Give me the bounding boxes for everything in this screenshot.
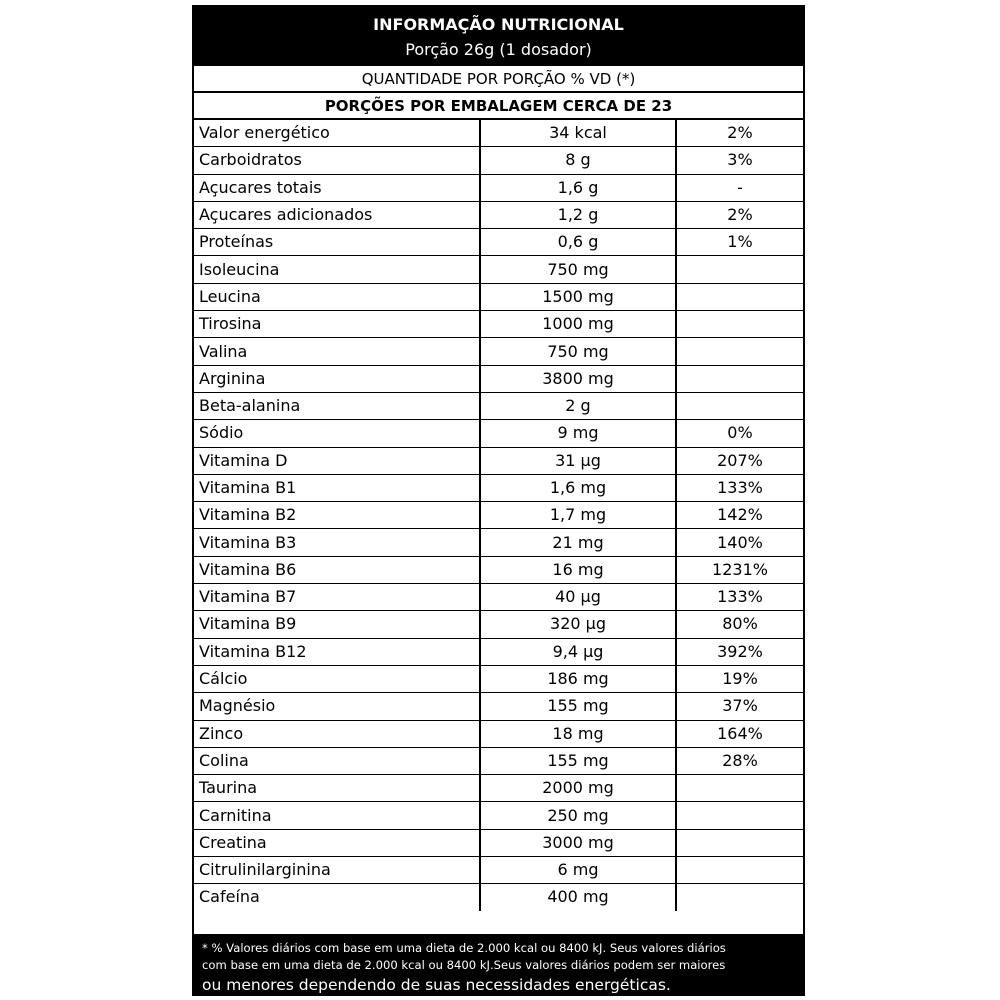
nutrient-daily-value: 2% xyxy=(676,120,803,147)
nutrient-row xyxy=(194,665,803,692)
nutrient-row xyxy=(194,447,803,474)
nutrient-daily-value: 133% xyxy=(676,584,803,611)
nutrient-name: Açucares totais xyxy=(194,174,480,201)
nutrient-table xyxy=(194,120,803,911)
nutrient-name: Proteínas xyxy=(194,229,480,256)
nutrient-name: Vitamina B1 xyxy=(194,474,480,501)
nutrient-row xyxy=(194,829,803,856)
footnote xyxy=(194,934,803,994)
nutrient-name: Carboidratos xyxy=(194,147,480,174)
nutrient-name: Valor energético xyxy=(194,120,480,147)
nutrient-row xyxy=(194,611,803,638)
nutrient-row xyxy=(194,392,803,419)
nutrient-daily-value xyxy=(676,256,803,283)
nutrient-name: Vitamina B7 xyxy=(194,584,480,611)
nutrient-amount: 2 g xyxy=(480,392,676,419)
nutrition-facts-label xyxy=(192,5,805,996)
nutrient-daily-value: 2% xyxy=(676,201,803,228)
nutrient-row xyxy=(194,311,803,338)
nutrient-name: Vitamina B3 xyxy=(194,529,480,556)
nutrient-daily-value: 142% xyxy=(676,502,803,529)
nutrient-daily-value: 140% xyxy=(676,529,803,556)
quantity-header: QUANTIDADE POR PORÇÃO % VD (*) xyxy=(194,66,803,93)
nutrient-name: Citrulinilarginina xyxy=(194,857,480,884)
nutrient-row xyxy=(194,474,803,501)
nutrient-name: Cálcio xyxy=(194,665,480,692)
nutrient-daily-value xyxy=(676,338,803,365)
nutrient-amount: 9 mg xyxy=(480,420,676,447)
nutrient-name: Vitamina B9 xyxy=(194,611,480,638)
nutrient-daily-value xyxy=(676,802,803,829)
nutrient-daily-value xyxy=(676,392,803,419)
nutrient-name: Isoleucina xyxy=(194,256,480,283)
footnote-line-3: ou menores dependendo de suas necessidades energéticas. xyxy=(202,976,671,994)
nutrient-amount: 750 mg xyxy=(480,338,676,365)
nutrient-amount: 40 µg xyxy=(480,584,676,611)
footnote-line-1: * % Valores diários com base em uma dieta de 2.000 kcal ou 8400 kJ. Seus valores diários xyxy=(202,941,726,955)
nutrient-daily-value: 37% xyxy=(676,693,803,720)
nutrient-amount: 34 kcal xyxy=(480,120,676,147)
nutrient-amount: 21 mg xyxy=(480,529,676,556)
footnote-line-2: com base em uma dieta de 2.000 kcal ou 8400 kJ.Seus valores diários podem ser maiores xyxy=(202,958,726,972)
nutrient-daily-value: 19% xyxy=(676,665,803,692)
nutrient-name: Vitamina D xyxy=(194,447,480,474)
nutrient-name: Colina xyxy=(194,747,480,774)
nutrient-amount: 9,4 µg xyxy=(480,638,676,665)
nutrient-amount: 18 mg xyxy=(480,720,676,747)
nutrient-amount: 31 µg xyxy=(480,447,676,474)
nutrient-daily-value: 207% xyxy=(676,447,803,474)
nutrient-name: Beta-alanina xyxy=(194,392,480,419)
nutrient-daily-value: 80% xyxy=(676,611,803,638)
nutrient-daily-value: 3% xyxy=(676,147,803,174)
nutrient-amount: 400 mg xyxy=(480,884,676,911)
nutrient-row xyxy=(194,147,803,174)
nutrient-daily-value: 0% xyxy=(676,420,803,447)
nutrient-daily-value xyxy=(676,365,803,392)
servings-per-package: PORÇÕES POR EMBALAGEM CERCA DE 23 xyxy=(194,93,803,120)
nutrient-daily-value: 164% xyxy=(676,720,803,747)
nutrient-amount: 8 g xyxy=(480,147,676,174)
nutrient-amount: 0,6 g xyxy=(480,229,676,256)
nutrient-daily-value: 392% xyxy=(676,638,803,665)
label-title: INFORMAÇÃO NUTRICIONAL xyxy=(373,15,624,34)
nutrient-amount: 750 mg xyxy=(480,256,676,283)
nutrient-daily-value xyxy=(676,857,803,884)
nutrient-row xyxy=(194,584,803,611)
nutrient-name: Vitamina B6 xyxy=(194,556,480,583)
nutrient-amount: 250 mg xyxy=(480,802,676,829)
nutrient-name: Magnésio xyxy=(194,693,480,720)
nutrient-row xyxy=(194,283,803,310)
nutrient-name: Carnitina xyxy=(194,802,480,829)
nutrient-amount: 3000 mg xyxy=(480,829,676,856)
nutrient-row xyxy=(194,802,803,829)
nutrient-daily-value xyxy=(676,283,803,310)
nutrient-name: Leucina xyxy=(194,283,480,310)
nutrient-row xyxy=(194,720,803,747)
nutrient-name: Açucares adicionados xyxy=(194,201,480,228)
nutrient-amount: 1,7 mg xyxy=(480,502,676,529)
nutrient-row xyxy=(194,775,803,802)
nutrient-amount: 1,6 g xyxy=(480,174,676,201)
nutrient-row xyxy=(194,529,803,556)
nutrient-daily-value: - xyxy=(676,174,803,201)
nutrient-amount: 6 mg xyxy=(480,857,676,884)
nutrient-name: Vitamina B12 xyxy=(194,638,480,665)
nutrient-daily-value: 1% xyxy=(676,229,803,256)
nutrient-row xyxy=(194,857,803,884)
nutrient-name: Taurina xyxy=(194,775,480,802)
nutrient-name: Zinco xyxy=(194,720,480,747)
nutrient-name: Cafeína xyxy=(194,884,480,911)
nutrient-amount: 2000 mg xyxy=(480,775,676,802)
nutrient-row xyxy=(194,884,803,911)
nutrient-daily-value xyxy=(676,775,803,802)
nutrient-name: Sódio xyxy=(194,420,480,447)
nutrient-amount: 186 mg xyxy=(480,665,676,692)
nutrient-amount: 3800 mg xyxy=(480,365,676,392)
nutrient-row xyxy=(194,201,803,228)
nutrient-daily-value xyxy=(676,311,803,338)
nutrient-amount: 155 mg xyxy=(480,747,676,774)
nutrient-daily-value: 133% xyxy=(676,474,803,501)
nutrient-daily-value: 1231% xyxy=(676,556,803,583)
nutrient-row xyxy=(194,256,803,283)
nutrient-name: Valina xyxy=(194,338,480,365)
nutrient-daily-value: 28% xyxy=(676,747,803,774)
nutrient-amount: 1500 mg xyxy=(480,283,676,310)
nutrient-daily-value xyxy=(676,884,803,911)
nutrient-amount: 1,6 mg xyxy=(480,474,676,501)
nutrient-name: Tirosina xyxy=(194,311,480,338)
nutrient-row xyxy=(194,338,803,365)
nutrient-row xyxy=(194,120,803,147)
nutrient-amount: 1,2 g xyxy=(480,201,676,228)
nutrient-row xyxy=(194,174,803,201)
nutrient-amount: 16 mg xyxy=(480,556,676,583)
nutrient-row xyxy=(194,365,803,392)
nutrient-amount: 320 µg xyxy=(480,611,676,638)
nutrient-table-body xyxy=(194,120,803,911)
nutrient-amount: 155 mg xyxy=(480,693,676,720)
nutrient-row xyxy=(194,638,803,665)
nutrient-row xyxy=(194,693,803,720)
label-header xyxy=(194,7,803,66)
nutrient-name: Creatina xyxy=(194,829,480,856)
nutrient-row xyxy=(194,502,803,529)
nutrient-row xyxy=(194,556,803,583)
portion-size: Porção 26g (1 dosador) xyxy=(405,40,592,59)
nutrient-name: Arginina xyxy=(194,365,480,392)
nutrient-name: Vitamina B2 xyxy=(194,502,480,529)
nutrient-row xyxy=(194,229,803,256)
nutrient-amount: 1000 mg xyxy=(480,311,676,338)
nutrient-row xyxy=(194,420,803,447)
nutrient-daily-value xyxy=(676,829,803,856)
nutrient-row xyxy=(194,747,803,774)
